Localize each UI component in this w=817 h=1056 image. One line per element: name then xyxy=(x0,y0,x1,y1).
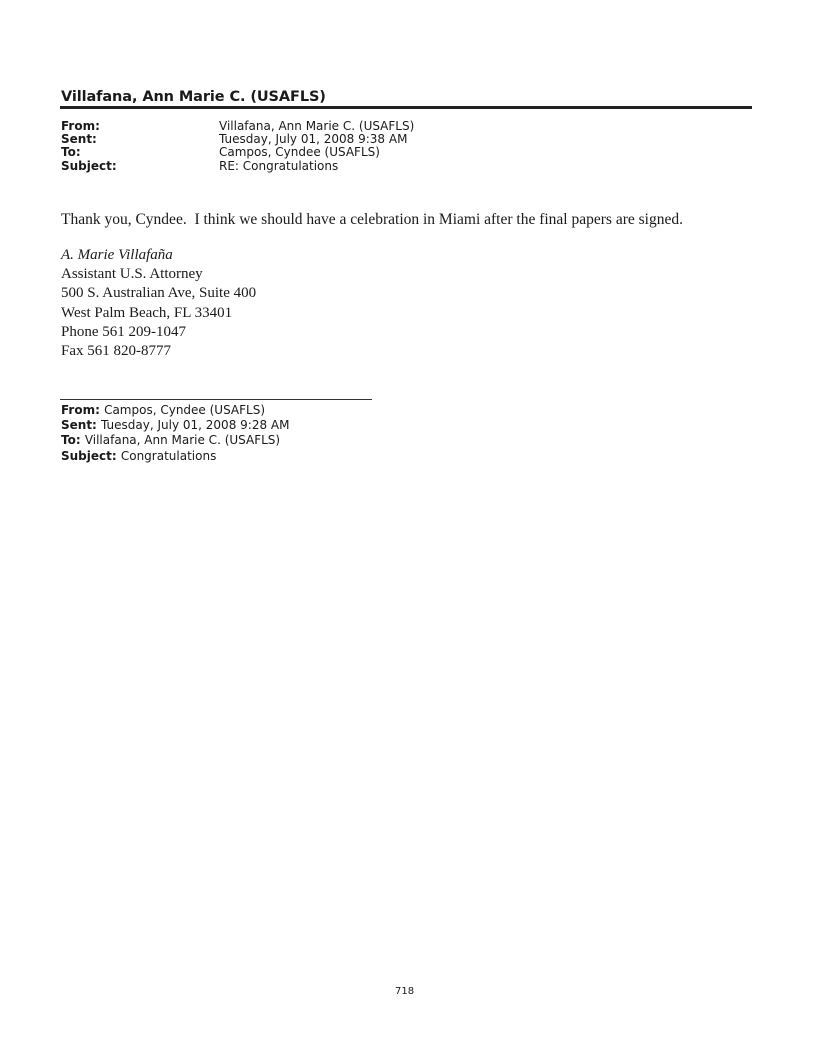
to-value: Campos, Cyndee (USAFLS) xyxy=(219,145,380,160)
quoted-divider xyxy=(60,399,372,400)
page-title: Villafana, Ann Marie C. (USAFLS) xyxy=(61,89,326,105)
signature-fax: Fax 561 820-8777 xyxy=(61,343,171,360)
from-value: Villafana, Ann Marie C. (USAFLS) xyxy=(219,119,415,133)
to-label: To: xyxy=(61,145,81,160)
quoted-row-to xyxy=(61,433,289,448)
quoted-subject-value: Congratulations xyxy=(120,448,217,463)
quoted-sent-value: Tuesday, July 01, 2008 9:28 AM xyxy=(101,418,290,433)
email-body: Thank you, Cyndee. I think we should have a celebration in Miami after the final papers are signed. xyxy=(61,211,683,228)
header-rule xyxy=(60,106,752,109)
subject-label: Subject: xyxy=(61,158,117,173)
signature-title: Assistant U.S. Attorney xyxy=(61,266,203,283)
quoted-sent-label: Sent: xyxy=(61,418,102,433)
subject-value: RE: Congratulations xyxy=(219,158,339,173)
quoted-to-value: Villafana, Ann Marie C. (USAFLS) xyxy=(84,433,281,448)
quoted-to-label: To: xyxy=(61,433,85,448)
quoted-email-header xyxy=(61,403,289,464)
page-number: 718 xyxy=(395,986,415,997)
email-meta xyxy=(61,120,414,173)
quoted-row-from xyxy=(61,403,289,418)
quoted-row-subject xyxy=(61,449,289,464)
quoted-row-sent xyxy=(61,418,289,433)
signature-address-line2: West Palm Beach, FL 33401 xyxy=(61,304,233,321)
sent-value: Tuesday, July 01, 2008 9:38 AM xyxy=(219,132,408,147)
quoted-subject-label: Subject: xyxy=(61,448,121,463)
email-signature xyxy=(61,246,256,361)
quoted-from-label: From: xyxy=(61,403,105,417)
signature-address-line1: 500 S. Australian Ave, Suite 400 xyxy=(61,285,257,302)
meta-row-subject xyxy=(61,160,414,173)
quoted-from-value: Campos, Cyndee (USAFLS) xyxy=(104,403,266,417)
signature-name: A. Marie Villafaña xyxy=(61,247,173,263)
email-header xyxy=(60,88,752,109)
meta-row-to xyxy=(61,146,414,159)
sent-label: Sent: xyxy=(61,132,97,147)
signature-phone: Phone 561 209-1047 xyxy=(61,323,186,340)
from-label: From: xyxy=(61,119,100,133)
